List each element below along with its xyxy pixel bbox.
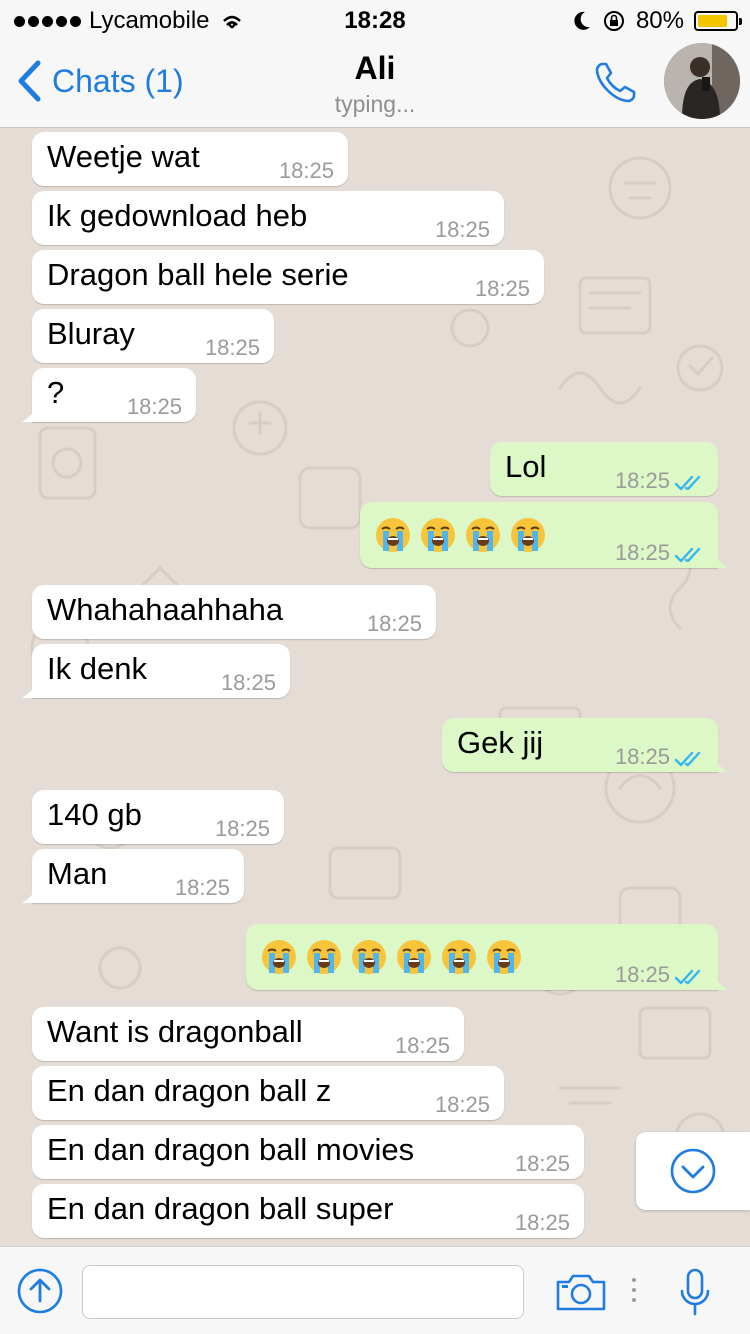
loudly-crying-face-icon xyxy=(419,516,457,554)
message-text: Want is dragonball xyxy=(47,1014,303,1049)
message-text: Ik denk xyxy=(47,651,147,686)
message-time: 18:25 xyxy=(614,540,670,565)
bubble-tail xyxy=(22,885,40,903)
microphone-icon[interactable] xyxy=(678,1267,712,1317)
scroll-to-bottom-button[interactable] xyxy=(636,1132,750,1210)
message-time: 18:25 xyxy=(614,744,670,769)
message-time: 18:25 xyxy=(220,670,276,695)
share-upload-icon[interactable] xyxy=(16,1267,64,1315)
contact-avatar[interactable] xyxy=(664,43,740,119)
battery-icon xyxy=(694,11,738,31)
phone-call-icon[interactable] xyxy=(592,58,640,106)
message-bubble-incoming[interactable] xyxy=(32,1125,584,1179)
message-text: Bluray xyxy=(47,316,135,351)
message-text: Whahahaahhaha xyxy=(47,592,284,627)
message-bubble-incoming[interactable] xyxy=(32,309,274,363)
message-bubble-incoming[interactable] xyxy=(32,644,290,698)
emoji-row xyxy=(260,938,523,976)
message-bubble-incoming[interactable] xyxy=(32,1184,584,1238)
message-text: En dan dragon ball super xyxy=(47,1191,394,1226)
message-text: Dragon ball hele serie xyxy=(47,257,349,292)
message-bubble-outgoing[interactable] xyxy=(442,718,718,772)
message-text: Lol xyxy=(505,449,547,484)
double-check-read-icon xyxy=(674,750,704,768)
message-bubble-incoming[interactable] xyxy=(32,1007,464,1061)
message-text: En dan dragon ball z xyxy=(47,1073,332,1108)
emoji-row xyxy=(374,516,547,554)
message-time: 18:25 xyxy=(514,1151,570,1176)
loudly-crying-face-icon xyxy=(395,938,433,976)
message-time: 18:25 xyxy=(434,217,490,242)
message-time: 18:25 xyxy=(434,1092,490,1117)
loudly-crying-face-icon xyxy=(374,516,412,554)
chat-header xyxy=(0,40,750,128)
back-button-label: Chats (1) xyxy=(52,62,184,99)
message-bubble-incoming[interactable] xyxy=(32,585,436,639)
message-bubble-outgoing[interactable] xyxy=(246,924,718,990)
message-time: 18:25 xyxy=(474,276,530,301)
message-time: 18:25 xyxy=(214,816,270,841)
double-check-read-icon xyxy=(674,546,704,564)
message-time: 18:25 xyxy=(366,611,422,636)
message-text: ? xyxy=(47,375,65,410)
message-bubble-incoming[interactable] xyxy=(32,1066,504,1120)
message-bubble-incoming[interactable] xyxy=(32,191,504,245)
message-text: Gek jij xyxy=(457,725,544,760)
loudly-crying-face-icon xyxy=(305,938,343,976)
rotation-lock-icon xyxy=(602,9,626,33)
chevron-down-circle-icon xyxy=(669,1147,717,1195)
bubble-tail xyxy=(22,404,40,422)
double-check-read-icon xyxy=(674,968,704,986)
message-bubble-incoming[interactable] xyxy=(32,250,544,304)
message-bubble-incoming[interactable] xyxy=(32,132,348,186)
message-time: 18:25 xyxy=(174,875,230,900)
message-text: 140 gb xyxy=(47,797,142,832)
message-bubble-incoming[interactable] xyxy=(32,368,196,422)
compose-bar xyxy=(0,1246,750,1334)
message-time: 18:25 xyxy=(514,1210,570,1235)
loudly-crying-face-icon xyxy=(440,938,478,976)
message-bubble-incoming[interactable] xyxy=(32,849,244,903)
more-options-dots[interactable] xyxy=(632,1277,636,1303)
message-time: 18:25 xyxy=(278,158,334,183)
message-time: 18:25 xyxy=(394,1033,450,1058)
contact-status: typing... xyxy=(334,91,416,117)
message-text: Ik gedownload heb xyxy=(47,198,308,233)
message-input[interactable] xyxy=(82,1265,524,1319)
message-bubble-incoming[interactable] xyxy=(32,790,284,844)
loudly-crying-face-icon xyxy=(350,938,388,976)
message-time: 18:25 xyxy=(126,394,182,419)
message-text: Weetje wat xyxy=(47,139,200,174)
double-check-read-icon xyxy=(674,474,704,492)
do-not-disturb-moon-icon xyxy=(572,10,592,32)
message-text: En dan dragon ball movies xyxy=(47,1132,415,1167)
status-right xyxy=(572,7,738,35)
loudly-crying-face-icon xyxy=(509,516,547,554)
bubble-tail xyxy=(710,550,728,568)
bubble-tail xyxy=(710,972,728,990)
battery-percent: 80% xyxy=(635,7,684,34)
carrier-name: Lycamobile xyxy=(89,7,210,34)
status-time: 18:28 xyxy=(344,7,406,34)
message-time: 18:25 xyxy=(204,335,260,360)
contact-name: Ali xyxy=(354,50,396,86)
message-bubble-outgoing[interactable] xyxy=(490,442,718,496)
message-time: 18:25 xyxy=(614,468,670,493)
message-text: Man xyxy=(47,856,108,891)
status-bar xyxy=(0,0,750,40)
bubble-tail xyxy=(710,754,728,772)
loudly-crying-face-icon xyxy=(260,938,298,976)
loudly-crying-face-icon xyxy=(485,938,523,976)
message-bubble-outgoing[interactable] xyxy=(360,502,718,568)
message-time: 18:25 xyxy=(614,962,670,987)
loudly-crying-face-icon xyxy=(464,516,502,554)
message-list[interactable] xyxy=(0,128,750,1246)
camera-icon[interactable] xyxy=(555,1272,607,1312)
bubble-tail xyxy=(22,680,40,698)
